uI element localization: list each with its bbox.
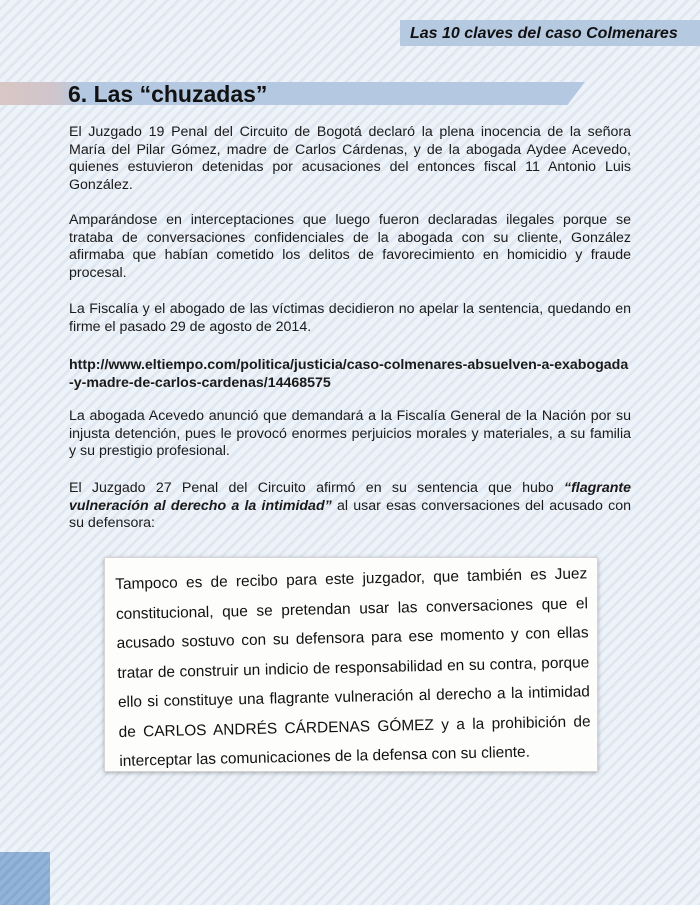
statement-intro: El Juzgado 27 Penal del Circuito afirmó en su sentencia que hubo xyxy=(69,480,564,496)
statement-end: al usar esas conversaciones del acusado con su defensora: xyxy=(69,497,632,531)
paragraph-no-appeal: La Fiscalía y el abogado de las víctimas decidieron no apelar la sentencia, quedando en firme el pasado 29 de agosto de 2014. xyxy=(69,301,631,335)
corner-accent-square xyxy=(0,852,50,905)
statement-emphasis: “flagrante vulneración al derecho a la intimidad” xyxy=(69,480,631,514)
paragraph-innocence-ruling: El Juzgado 19 Penal del Circuito de Bogotá declaró la plena inocencia de la señora María del Pilar Gómez, madre de Carlos Cárdenas, y de la abogada Aydee Acevedo, quienes estuvieron detenidas por acusaciones del entonces fiscal 11 Antonio Luis González. xyxy=(69,124,631,193)
source-link[interactable]: http://www.eltiempo.com/politica/justicia/caso-colmenares-absuelven-a-exabogada-y-madre-de-carlos-cardenas/14468575 xyxy=(69,357,629,391)
paragraph-illegal-interceptions: Amparándose en interceptaciones que luego fueron declaradas ilegales porque se trataba de conversaciones confidenciales de la abogada con su cliente, González afirmaba que habían cometido los delitos de favorecimiento en homicidio y fraude procesal. xyxy=(69,212,631,281)
paragraph-lawsuit: La abogada Acevedo anunció que demandará a la Fiscalía General de la Nación por su injusta detención, pues le provocó enormes perjuicios morales y materiales, a su familia y su prestigio profesional. xyxy=(69,408,631,459)
paragraph-court-statement xyxy=(69,480,631,533)
sentence-excerpt-box xyxy=(104,557,598,772)
sentence-excerpt-text: Tampoco es de recibo para este juzgador, que también es Juez constitucional, que se pretendan usar las conversaciones que el acusado sostuvo con su defensora para ese momento y con ellas tratar de construir un indicio de responsabilidad en su contra, porque ello si constituye una flagrante vulneración al derecho a la intimidad de CARLOS ANDRÉS CÁRDENAS GÓMEZ y a la prohibición de interceptar las comunicaciones de la defensa con su cliente. xyxy=(115,565,591,770)
section-title: 6. Las “chuzadas” xyxy=(68,81,268,107)
document-header-title: Las 10 claves del caso Colmenares xyxy=(410,25,678,42)
